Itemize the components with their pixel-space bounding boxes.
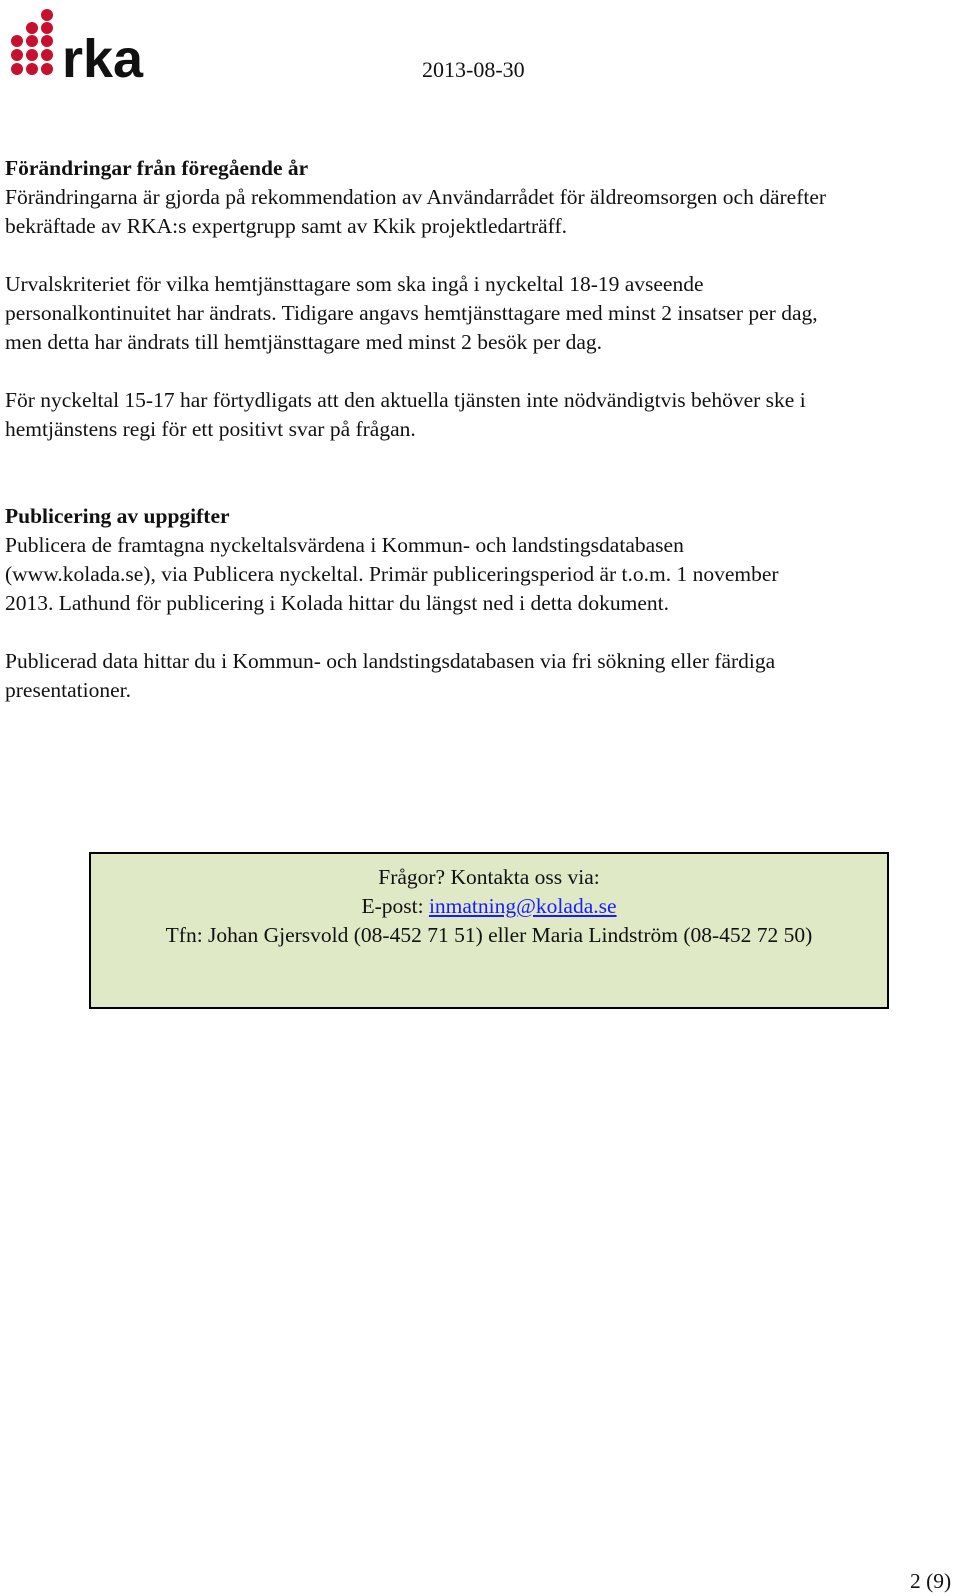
logo-dots-icon [11,9,53,75]
contact-phone: Tfn: Johan Gjersvold (08-452 71 51) eller Maria Lindström (08-452 72 50) [165,923,813,947]
section-heading-changes: Förändringar från föregående år [5,156,309,180]
rka-logo [4,6,174,82]
paragraph-line: 2013. Lathund för publicering i Kolada hittar du längst ned i detta dokument. [5,591,669,615]
email-link[interactable]: inmatning@kolada.se [428,894,617,918]
document-body [5,154,953,705]
paragraph-line: men detta har ändrats till hemtjänsttagare med minst 2 besök per dag. [5,330,603,354]
document-date: 2013-08-30 [422,57,525,82]
paragraph-line: personalkontinuitet har ändrats. Tidigare angavs hemtjänsttagare med minst 2 insatser per dag, [5,301,818,325]
page-number: 2 (9) [910,1569,952,1593]
paragraph-line: bekräftade av RKA:s expertgrupp samt av Kkik projektledarträff. [5,214,567,238]
logo-text: rka [62,29,144,82]
rka-logo-mark [4,6,174,82]
paragraph-line: hemtjänstens regi för ett positivt svar på frågan. [5,417,416,441]
paragraph-line: Urvalskriteriet för vilka hemtjänsttagare som ska ingå i nyckeltal 18-19 avseende [5,272,704,296]
contact-box [89,852,889,1009]
paragraph-line: (www.kolada.se), via Publicera nyckeltal. Primär publiceringsperiod är t.o.m. 1 november [5,562,779,586]
email-label: E-post: [361,894,429,918]
section-heading-publishing: Publicering av uppgifter [5,504,230,528]
paragraph-line: Förändringarna är gjorda på rekommendation av Användarrådet för äldreomsorgen och därefter [5,185,827,209]
contact-email-line [91,892,887,921]
paragraph-line: Publicera de framtagna nyckeltalsvärdena i Kommun- och landstingsdatabasen [5,533,684,557]
paragraph-line: presentationer. [5,678,131,702]
contact-intro: Frågor? Kontakta oss via: [378,865,600,889]
paragraph-line: För nyckeltal 15-17 har förtydligats att den aktuella tjänsten inte nödvändigtvis behöver ske i [5,388,806,412]
paragraph-line: Publicerad data hittar du i Kommun- och landstingsdatabasen via fri sökning eller färdiga [5,649,776,673]
